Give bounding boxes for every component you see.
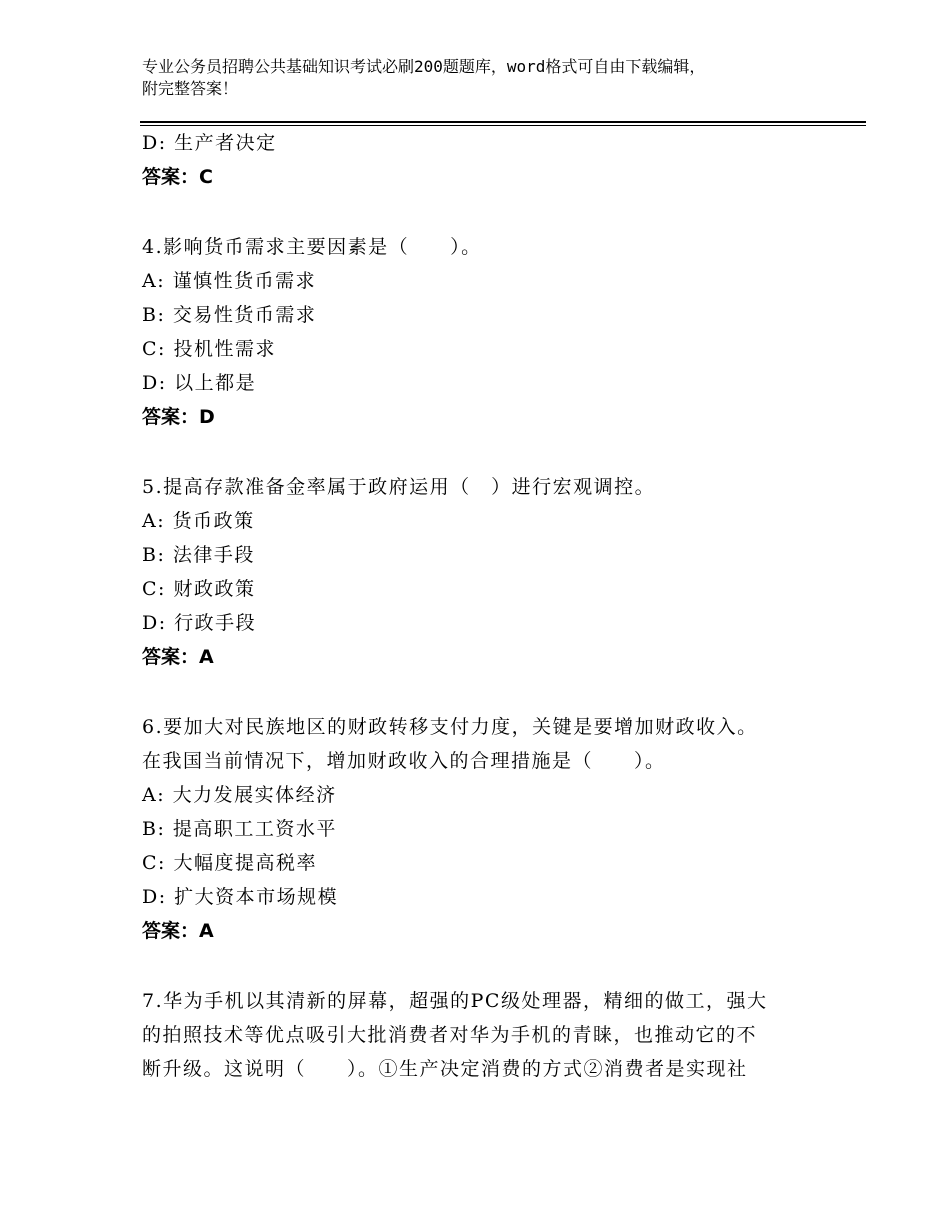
question-4-option-b: B: 交易性货币需求 <box>142 304 317 326</box>
question-content <box>142 126 822 1086</box>
question-5-answer: 答案：A <box>142 646 214 668</box>
header-line-1: 专业公务员招聘公共基础知识考试必刷200题题库，word格式可自由下载编辑， <box>142 57 706 76</box>
question-6-option-a: A: 大力发展实体经济 <box>142 784 337 806</box>
page-header <box>142 56 802 100</box>
question-4-answer: 答案：D <box>142 406 215 428</box>
question-4-option-c: C: 投机性需求 <box>142 338 276 360</box>
question-5-option-b: B: 法律手段 <box>142 544 255 566</box>
header-line-2: 附完整答案！ <box>142 79 239 98</box>
question-7-stem-line-3: 断升级。这说明（ ）。①生产决定消费的方式②消费者是实现社 <box>142 1058 748 1080</box>
question-4-option-d: D: 以上都是 <box>142 372 257 394</box>
prev-option-d: D: 生产者决定 <box>142 132 277 154</box>
question-7-stem-line-1: 7.华为手机以其清新的屏幕，超强的PC级处理器，精细的做工，强大 <box>142 990 768 1012</box>
question-5-option-a: A: 货币政策 <box>142 510 255 532</box>
question-7 <box>142 984 822 1086</box>
question-6-stem-line-1: 6.要加大对民族地区的财政转移支付力度，关键是要增加财政收入。 <box>142 716 758 738</box>
prev-answer: 答案：C <box>142 166 213 188</box>
header-divider-thick <box>140 121 866 123</box>
question-5-option-d: D: 行政手段 <box>142 612 257 634</box>
question-6-answer: 答案：A <box>142 920 214 942</box>
question-6-option-d: D: 扩大资本市场规模 <box>142 886 339 908</box>
question-5-stem: 5.提高存款准备金率属于政府运用（ ）进行宏观调控。 <box>142 476 656 498</box>
question-6-option-c: C: 大幅度提高税率 <box>142 852 317 874</box>
question-4-stem: 4.影响货币需求主要因素是（ ）。 <box>142 236 482 258</box>
question-5-option-c: C: 财政政策 <box>142 578 256 600</box>
question-5 <box>142 470 822 674</box>
question-6 <box>142 710 822 948</box>
question-4 <box>142 230 822 434</box>
question-7-stem-line-2: 的拍照技术等优点吸引大批消费者对华为手机的青睐，也推动它的不 <box>142 1024 758 1046</box>
question-6-stem-line-2: 在我国当前情况下，增加财政收入的合理措施是（ ）。 <box>142 750 666 772</box>
question-4-option-a: A: 谨慎性货币需求 <box>142 270 317 292</box>
question-6-option-b: B: 提高职工工资水平 <box>142 818 337 840</box>
